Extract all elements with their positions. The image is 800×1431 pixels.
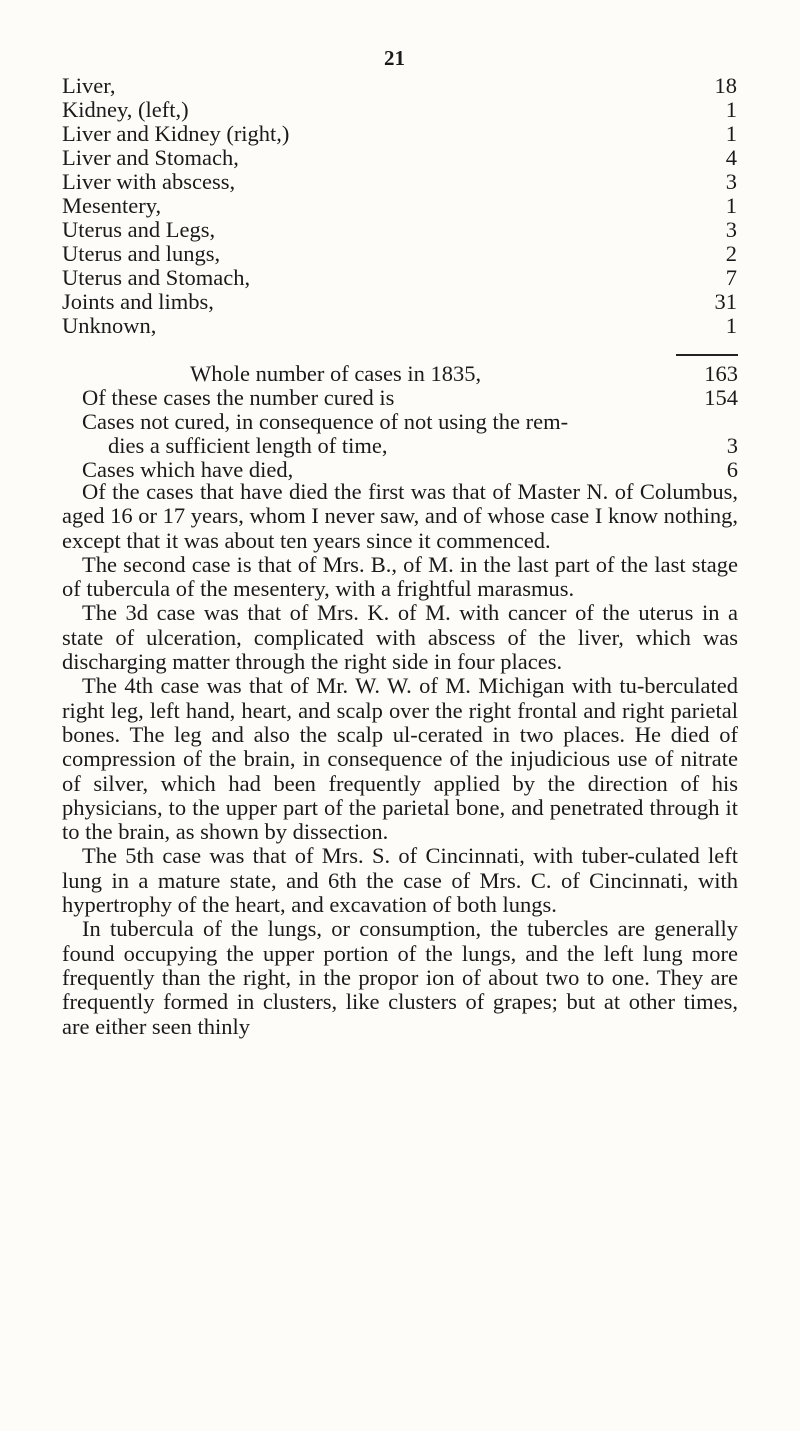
- table-row: [62, 314, 737, 338]
- table-row: [62, 98, 737, 122]
- not-cured-label-line1: Cases not cured, in consequence of not using the rem-: [82, 409, 569, 434]
- row-value: 4: [725, 145, 737, 170]
- table-row: [62, 242, 737, 266]
- table-row: [62, 74, 737, 98]
- row-label: Liver and Kidney (right,): [62, 121, 290, 146]
- table-row: [62, 218, 737, 242]
- row-label: Uterus and lungs,: [62, 241, 221, 266]
- row-value: 7: [725, 265, 737, 290]
- table-row: [62, 146, 737, 170]
- row-value: 31: [714, 289, 737, 314]
- row-label: Kidney, (left,): [62, 97, 189, 122]
- row-label: Uterus and Legs,: [62, 217, 216, 242]
- row-value: 1: [725, 313, 737, 338]
- row-value: 2: [725, 241, 737, 266]
- paragraph: The 5th case was that of Mrs. S. of Cincinnati, with tuber-culated left lung in a mature state, and 6th the case of Mrs. C. of Cincinnati, with hypertrophy of the heart, and excavation of both lungs.: [62, 843, 738, 918]
- row-label: Mesentery,: [62, 193, 162, 218]
- page-number: 21: [384, 46, 405, 70]
- table-row: [62, 170, 737, 194]
- table-row: [62, 122, 737, 146]
- cases-table: [62, 74, 737, 338]
- died-label: Cases which have died,: [82, 457, 294, 482]
- paragraph: Of the cases that have died the first was that of Master N. of Columbus, aged 16 or 17 years, whom I never saw, and of whose case I know nothing, except that it was about ten years since it commenced.: [62, 479, 738, 553]
- row-value: 1: [725, 121, 737, 146]
- body-text: [62, 480, 738, 1039]
- paragraph: The 4th case was that of Mr. W. W. of M. Michigan with tu-berculated right leg, left hand, heart, and scalp over the right frontal and right parietal bones. The leg and also the scalp ul-cerated in two places. He died of compression of the brain, in consequence of the injudicious use of nitrate of silver, which had been frequently applied by the direction of his physicians, to the upper part of the parietal bone, and penetrated through it to the brain, as shown by dissection.: [62, 673, 738, 845]
- cured-value: 154: [704, 385, 738, 410]
- row-value: 3: [725, 169, 737, 194]
- summary-block: [62, 362, 738, 482]
- table-row: [62, 194, 737, 218]
- summary-row: [62, 386, 738, 410]
- paragraph: In tubercula of the lungs, or consumption, the tubercles are generally found occupying the upper portion of the lungs, and the left lung more frequently than the right, in the propor ion of about two to one. They are frequently formed in clusters, like clusters of grapes; but at other times, are either seen thinly: [62, 916, 738, 1039]
- summary-row: [62, 434, 738, 458]
- sum-rule: [676, 354, 738, 356]
- died-value: 6: [726, 457, 738, 482]
- summary-row: [62, 362, 738, 386]
- row-label: Joints and limbs,: [62, 289, 214, 314]
- row-value: 18: [714, 73, 737, 98]
- whole-number-label: Whole number of cases in 1835,: [190, 361, 482, 386]
- table-row: [62, 266, 737, 290]
- not-cured-label-line2: dies a sufficient length of time,: [108, 433, 388, 458]
- row-label: Liver with abscess,: [62, 169, 236, 194]
- row-value: 1: [725, 97, 737, 122]
- row-label: Unknown,: [62, 313, 157, 338]
- row-label: Uterus and Stomach,: [62, 265, 251, 290]
- row-value: 3: [725, 217, 737, 242]
- paragraph: The second case is that of Mrs. B., of M. in the last part of the last stage of tubercula of the mesentery, with a frightful marasmus.: [62, 551, 738, 602]
- row-label: Liver,: [62, 73, 116, 98]
- table-row: [62, 290, 737, 314]
- not-cured-value: 3: [726, 433, 738, 458]
- cured-label: Of these cases the number cured is: [82, 385, 395, 410]
- summary-row: [62, 410, 738, 434]
- row-value: 1: [725, 193, 737, 218]
- row-label: Liver and Stomach,: [62, 145, 239, 170]
- paragraph: The 3d case was that of Mrs. K. of M. with cancer of the uterus in a state of ulceration, complicated with abscess of the liver, which was discharging matter through the right side in four places.: [62, 600, 738, 675]
- whole-number-value: 163: [704, 361, 738, 386]
